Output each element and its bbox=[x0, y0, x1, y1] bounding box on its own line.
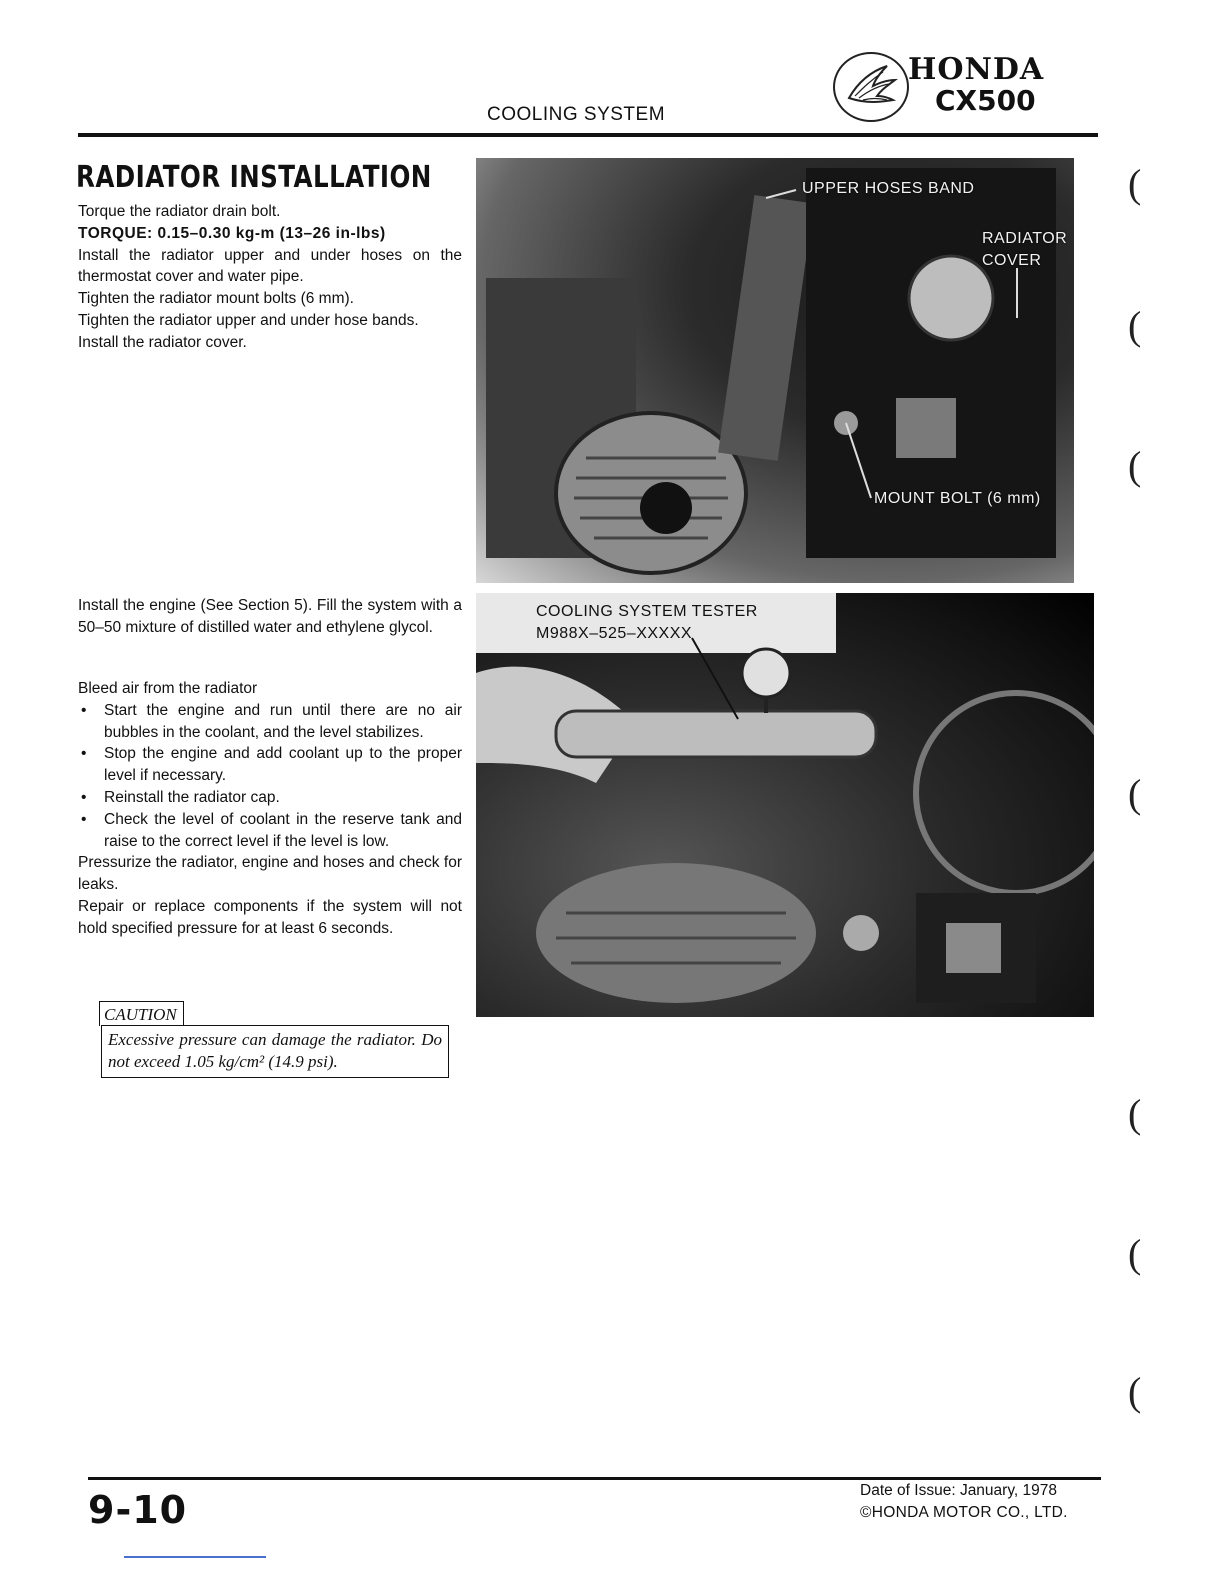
margin-bracket: ( bbox=[1128, 771, 1142, 816]
margin-bracket: ( bbox=[1128, 1231, 1142, 1276]
section-title: COOLING SYSTEM bbox=[487, 104, 666, 125]
repair-instruction: Repair or replace components if the system will not hold specified pressure for at least 6 seconds. bbox=[78, 897, 462, 937]
bleed-procedure bbox=[78, 678, 462, 940]
model-name: CX500 bbox=[935, 84, 1036, 117]
bleed-step: • Reinstall the radiator cap. bbox=[78, 787, 462, 809]
scan-artifact-line bbox=[124, 1556, 266, 1558]
margin-bracket: ( bbox=[1128, 161, 1142, 206]
fill-instruction: Install the engine (See Section 5). Fill the system with a 50–50 mixture of distilled water and ethylene glycol. bbox=[78, 597, 462, 636]
margin-bracket: ( bbox=[1128, 443, 1142, 488]
torque-spec: TORQUE: 0.15–0.30 kg-m (13–26 in-lbs) bbox=[78, 224, 386, 242]
bleed-heading: Bleed air from the radiator bbox=[78, 680, 258, 697]
page-heading: RADIATOR INSTALLATION bbox=[76, 160, 432, 195]
label-upper-hoses-band: UPPER HOSES BAND bbox=[802, 180, 975, 197]
bleed-step: • Start the engine and run until there are no air bubbles in the coolant, and the level stabilizes. bbox=[78, 700, 462, 744]
label-mount-bolt: MOUNT BOLT (6 mm) bbox=[874, 490, 1041, 507]
radiator-installation-photo bbox=[476, 158, 1074, 583]
label-part-number: M988X–525–XXXXX bbox=[536, 625, 693, 642]
page-number: 9-10 bbox=[88, 1488, 188, 1532]
step-tighten-hose-bands: Tighten the radiator upper and under hose bands. bbox=[78, 311, 419, 329]
step-torque-drain-bolt: Torque the radiator drain bolt. bbox=[78, 203, 281, 220]
copyright: ©HONDA MOTOR CO., LTD. bbox=[860, 1504, 1068, 1521]
cooling-system-tester-photo bbox=[476, 593, 1094, 1017]
bleed-step: • Stop the engine and add coolant up to the proper level if necessary. bbox=[78, 743, 462, 787]
bleed-step: • Check the level of coolant in the reserve tank and raise to the correct level if the level is low. bbox=[78, 809, 462, 853]
label-radiator: RADIATOR bbox=[982, 230, 1068, 247]
caution-text: Excessive pressure can damage the radiator. Do not exceed 1.05 kg/cm² (14.9 psi). bbox=[101, 1025, 449, 1078]
step-tighten-mount-bolts: Tighten the radiator mount bolts (6 mm). bbox=[78, 290, 354, 308]
label-cooling-system-tester: COOLING SYSTEM TESTER bbox=[536, 603, 758, 620]
brand-name: HONDA bbox=[908, 52, 1045, 87]
margin-bracket: ( bbox=[1128, 303, 1142, 348]
step-install-cover: Install the radiator cover. bbox=[78, 333, 247, 351]
step-install-hoses: Install the radiator upper and under hoses on the thermostat cover and water pipe. bbox=[78, 246, 462, 286]
bleed-steps bbox=[78, 700, 462, 853]
margin-bracket: ( bbox=[1128, 1091, 1142, 1136]
footer-rule bbox=[88, 1477, 1101, 1480]
installation-steps bbox=[78, 201, 462, 354]
header-rule bbox=[78, 133, 1098, 137]
pressurize-instruction: Pressurize the radiator, engine and hoses and check for leaks. bbox=[78, 854, 462, 894]
honda-wing-icon bbox=[833, 52, 909, 122]
margin-bracket: ( bbox=[1128, 1369, 1142, 1414]
issue-date: Date of Issue: January, 1978 bbox=[860, 1482, 1058, 1499]
caution-label: CAUTION bbox=[99, 1001, 184, 1026]
label-cover: COVER bbox=[982, 252, 1042, 269]
